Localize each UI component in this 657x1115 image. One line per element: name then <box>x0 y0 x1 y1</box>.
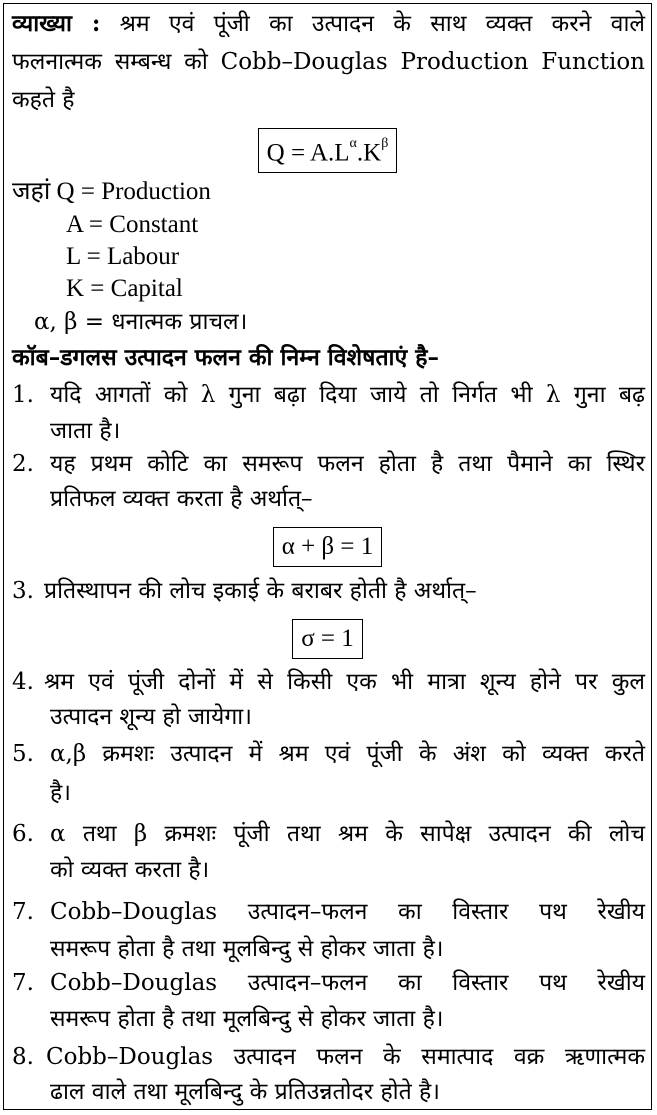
formula-sum: α + β = 1 <box>273 527 383 567</box>
item-7-line-1: Cobb–Douglas उत्पादन–फलन का विस्तार पथ रेखीय <box>50 899 645 925</box>
item-5-line-1: α,β क्रमशः उत्पादन में श्रम एवं पूंजी के अंश को व्यक्त करते <box>50 741 645 767</box>
formula-sum-wrap <box>4 527 651 567</box>
item-3-number: 3. <box>12 578 34 604</box>
item-8-line-1: Cobb–Douglas उत्पादन फलन के समात्पाद वक्र ऋणात्मक <box>46 1044 645 1070</box>
definition-k: K = Capital <box>66 275 183 302</box>
formula-sigma-wrap <box>4 619 651 659</box>
item-1-line-1: यदि आगतों को λ गुना बढ़ा दिया जाये तो निर्गत भी λ गुना बढ़ <box>50 382 645 408</box>
item-7-number: 7. <box>12 899 34 925</box>
item-7-line-2: समरूप होता है तथा मूलबिन्दु से होकर जाता है। <box>50 936 444 962</box>
intro-line-1 <box>12 8 645 40</box>
definition-l: L = Labour <box>66 243 180 270</box>
item-8-line-2: ढाल वाले तथा मूलबिन्दु के प्रतिउन्नतोदर होते है। <box>50 1079 440 1105</box>
intro-line-3: कहते है <box>12 87 75 113</box>
heading-label: व्याख्या : <box>12 10 101 37</box>
item-1-line-2: जाता है। <box>50 418 121 444</box>
features-heading: कॉब–डगलस उत्पादन फलन की निम्न विशेषताएं है– <box>12 344 439 371</box>
formula-main-beta: β <box>381 136 389 151</box>
intro-text-1: श्रम एवं पूंजी का उत्पादन के साथ व्यक्त करने वाले <box>100 11 645 37</box>
formula-sigma: σ = 1 <box>292 619 363 659</box>
item-7b-line-2: समरूप होता है तथा मूलबिन्दु से होकर जाता है। <box>50 1006 444 1032</box>
definition-alpha-beta: α, β = धनात्मक प्राचल। <box>34 309 248 335</box>
formula-main-base-l: Q = A.L <box>266 139 350 167</box>
item-7b-line-1: Cobb–Douglas उत्पादन–फलन का विस्तार पथ रेखीय <box>50 970 645 996</box>
item-4-line-2: उत्पादन शून्य हो जायेगा। <box>50 704 252 730</box>
item-7b-number: 7. <box>12 970 34 996</box>
item-2-line-1: यह प्रथम कोटि का समरूप फलन होता है तथा पैमाने का स्थिर <box>50 451 645 477</box>
formula-main <box>258 128 398 173</box>
item-5-line-2: है। <box>50 780 71 806</box>
item-1-number: 1. <box>12 382 34 408</box>
item-2-number: 2. <box>12 451 34 477</box>
item-2-line-2: प्रतिफल व्यक्त करता है अर्थात्– <box>50 486 313 512</box>
item-8-number: 8. <box>12 1044 34 1070</box>
formula-main-alpha: α <box>349 136 357 151</box>
formula-main-wrap <box>4 128 651 173</box>
item-4-line-1: श्रम एवं पूंजी दोनों में से किसी एक भी मात्रा शून्य होने पर कुल <box>44 669 645 695</box>
item-6-line-2: को व्यक्त करता है। <box>50 857 210 883</box>
item-4-number: 4. <box>12 669 34 695</box>
formula-main-base-k: .K <box>356 139 382 167</box>
definition-q: जहां Q = Production <box>12 178 211 205</box>
item-5-number: 5. <box>12 741 34 767</box>
item-3-line-1: प्रतिस्थापन की लोच इकाई के बराबर होती है अर्थात्– <box>44 578 477 604</box>
item-6-number: 6. <box>12 821 34 847</box>
definition-a: A = Constant <box>66 211 199 238</box>
item-6-line-1: α तथा β क्रमशः पूंजी तथा श्रम के सापेक्ष उत्पादन की लोच <box>50 821 645 847</box>
intro-line-2: फलनात्मक सम्बन्ध को Cobb–Douglas Production Function <box>12 49 645 75</box>
document-page <box>3 3 652 1110</box>
